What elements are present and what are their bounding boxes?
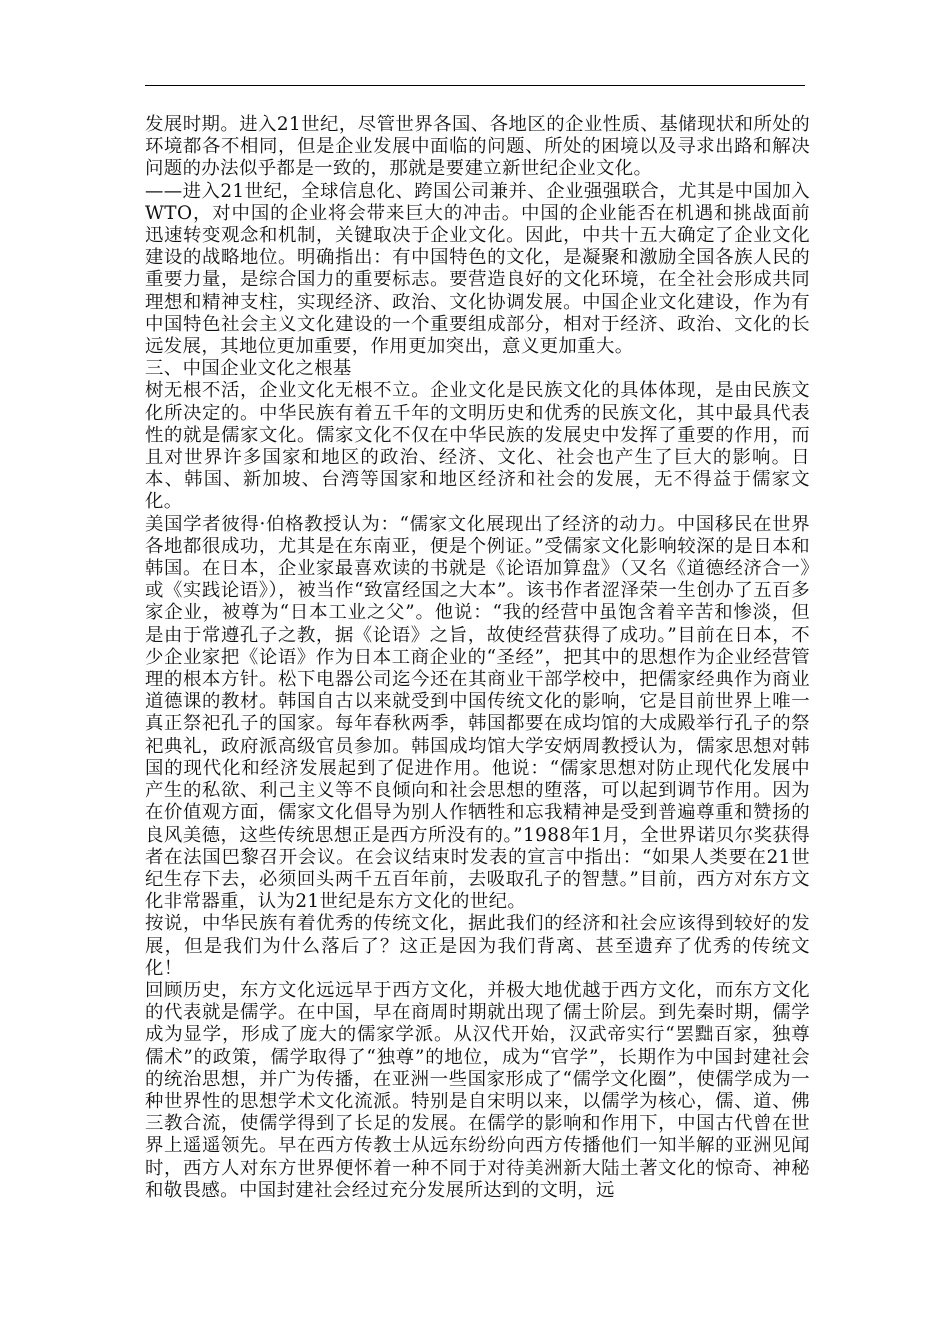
paragraph: ——进入21世纪，全球信息化、跨国公司兼并、企业强强联合，尤其是中国加入WTO，对中国的企业将会带来巨大的冲击。中国的企业能否在机遇和挑战面前迅速转变观念和机制，关键取决于企业文化。因此，中共十五大确定了企业文化建设的战略地位。明确指出：有中国特色的文化，是凝聚和激励全国各族人民的重要力量，是综合国力的重要标志。要营造良好的文化环境，在全社会形成共同理想和精神支柱，实现经济、政治、文化协调发展。中国企业文化建设，作为有中国特色社会主义文化建设的一个重要组成部分，相对于经济、政治、文化的长远发展，其地位更加重要，作用更加突出，意义更加重大。 <box>145 180 810 358</box>
paragraph: 回顾历史，东方文化远远早于西方文化，并极大地优越于西方文化，而东方文化的代表就是儒学。在中国，早在商周时期就出现了儒士阶层。到先秦时期，儒学成为显学，形成了庞大的儒家学派。从汉代开始，汉武帝实行“罢黜百家，独尊儒术”的政策，儒学取得了“独尊”的地位，成为“官学”，长期作为中国封建社会的统治思想，并广为传播，在亚洲一些国家形成了“儒学文化圈”，使儒学成为一种世界性的思想学术文化流派。特别是自宋明以来，以儒学为核心，儒、道、佛三教合流，使儒学得到了长足的发展。在儒学的影响和作用下，中国古代曾在世界上遥遥领先。早在西方传教士从远东纷纷向西方传播他们一知半解的亚洲见闻时，西方人对东方世界便怀着一种不同于对待美洲新大陆土著文化的惊奇、神秘和敬畏感。中国封建社会经过充分发展所达到的文明，远 <box>145 979 810 1201</box>
paragraph: 发展时期。进入21世纪，尽管世界各国、各地区的企业性质、基储现状和所处的环境都各不相同，但是企业发展中面临的问题、所处的困境以及寻求出路和解决问题的办法似乎都是一致的，那就是要建立新世纪企业文化。 <box>145 114 810 180</box>
paragraph: 按说，中华民族有着优秀的传统文化，据此我们的经济和社会应该得到较好的发展，但是我们为什么落后了？这正是因为我们背离、甚至遗弃了优秀的传统文化！ <box>145 913 810 979</box>
header-rule <box>145 85 805 86</box>
paragraph: 美国学者彼得·伯格教授认为：“儒家文化展现出了经济的动力。中国移民在世界各地都很成功，尤其是在东南亚，便是个例证。”受儒家文化影响较深的是日本和韩国。在日本，企业家最喜欢读的书就是《论语加算盘》（又名《道德经济合一》或《实践论语》），被当作“致富经国之大本”。该书作者涩泽荣一生创办了五百多家企业，被尊为“日本工业之父”。他说：“我的经营中虽饱含着辛苦和惨淡，但是由于常遵孔子之教，据《论语》之旨，故使经营获得了成功。”目前在日本，不少企业家把《论语》作为日本工商企业的“圣经”，把其中的思想作为企业经营管理的根本方针。松下电器公司迄今还在其商业干部学校中，把儒家经典作为商业道德课的教材。韩国自古以来就受到中国传统文化的影响，它是目前世界上唯一真正祭祀孔子的国家。每年春秋两季，韩国都要在成均馆的大成殿举行孔子的祭祀典礼，政府派高级官员参加。韩国成均馆大学安炳周教授认为，儒家思想对韩国的现代化和经济发展起到了促进作用。他说：“儒家思想对防止现代化发展中产生的私欲、利己主义等不良倾向和社会思想的堕落，可以起到调节作用。因为在价值观方面，儒家文化倡导为别人作牺牲和忘我精神是受到普遍尊重和赞扬的良风美德，这些传统思想正是西方所没有的。”1988年1月，全世界诺贝尔奖获得者在法国巴黎召开会议。在会议结束时发表的宣言中指出：“如果人类要在21世纪生存下去，必须回头两千五百年前，去吸取孔子的智慧。”目前，西方对东方文化非常器重，认为21世纪是东方文化的世纪。 <box>145 513 810 913</box>
section-heading: 三、中国企业文化之根基 <box>145 358 352 380</box>
document-body <box>145 114 810 1202</box>
paragraph: 树无根不活，企业文化无根不立。企业文化是民族文化的具体体现，是由民族文化所决定的。中华民族有着五千年的文明历史和优秀的民族文化，其中最具代表性的就是儒家文化。儒家文化不仅在中华民族的发展史中发挥了重要的作用，而且对世界许多国家和地区的政治、经济、文化、社会也产生了巨大的影响。日本、韩国、新加坡、台湾等国家和地区经济和社会的发展，无不得益于儒家文化。 <box>145 380 810 513</box>
